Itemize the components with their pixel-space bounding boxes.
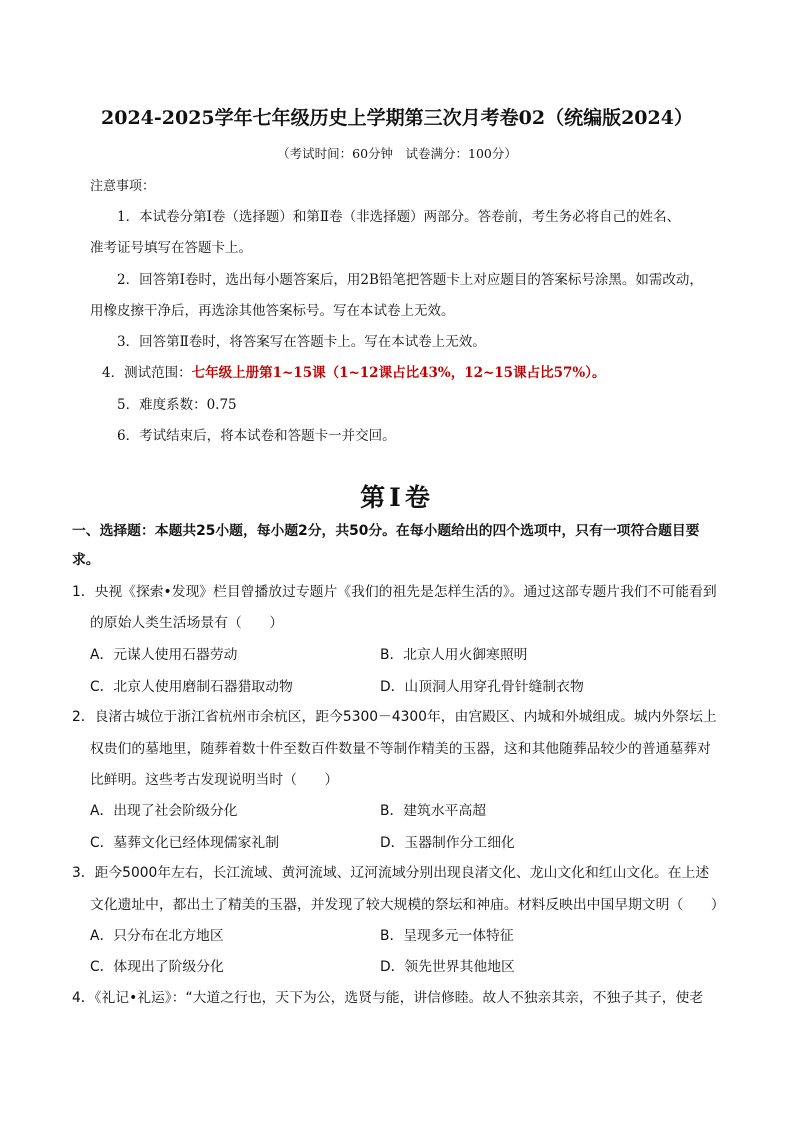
question-3-option-d: D．领先世界其他地区 [380,959,515,975]
instructions-bold: 一、选择题 [72,523,141,539]
question-2-option-a: A．出现了社会阶级分化 [90,803,238,819]
question-2-option-b: B．建筑水平高超 [380,803,487,819]
question-3-stem-line-2: 文化遗址中，都出土了精美的玉器，并发现了较大规模的祭坛和神庙。材料反映出中国早期文明（ ） [90,897,725,913]
notice-1: 1．本试卷分第Ⅰ卷（选择题）和第Ⅱ卷（非选择题）两部分。答卷前，考生务必将自己的姓名、 [117,209,681,225]
question-3-option-a: A．只分布在北方地区 [90,928,224,944]
notice-6: 6．考试结束后，将本试卷和答题卡一并交回。 [117,428,396,444]
notice-2: 2．回答第Ⅰ卷时，选出每小题答案后，用2B铅笔把答题卡上对应题目的答案标号涂黑。如需改动， [117,272,703,288]
question-2-stem-line-3: 比鲜明。这些考古发现说明当时（ ） [90,772,339,788]
notice-5: 5．难度系数：0.75 [117,397,237,413]
notice-1-cont: 准考证号填写在答题卡上。 [90,240,252,256]
question-3-stem-line-1: 3．距今5000年左右，长江流域、黄河流域、辽河流域分别出现良渚文化、龙山文化和红山文化。在上述 [72,865,710,881]
question-1-stem-line-1: 1．央视《探索•发现》栏目曾播放过专题片《我们的祖先是怎样生活的》。通过这部专题片我们不可能看到 [72,584,717,600]
page-title: 2024-2025学年七年级历史上学期第三次月考卷02（统编版2024） [101,107,693,129]
question-3-option-c: C．体现出了阶级分化 [90,959,224,975]
instructions-line-2: 求。 [72,552,100,568]
notice-4 [102,363,605,383]
scope-label: 4．测试范围： [102,365,192,381]
scope-value: 七年级上册第1~15课（1~12课占比43%，12~15课占比57%）。 [191,365,606,381]
question-2-option-d: D．玉器制作分工细化 [380,835,515,851]
question-1-option-b: B．北京人用火御寒照明 [380,647,528,663]
notice-heading: 注意事项： [90,179,156,194]
question-2-option-c: C．墓葬文化已经体现儒家礼制 [90,835,279,851]
question-1-option-c: C．北京人使用磨制石器猎取动物 [90,679,293,695]
notice-3: 3．回答第Ⅱ卷时，将答案写在答题卡上。写在本试卷上无效。 [117,334,486,350]
question-2-stem-line-2: 权贵们的墓地里，随葬着数十件至数百件数量不等制作精美的玉器，这和其他随葬品较少的普通墓葬对 [90,741,711,757]
notice-2-cont: 用橡皮擦干净后，再选涂其他答案标号。写在本试卷上无效。 [90,303,455,319]
question-1-option-a: A．元谋人使用石器劳动 [90,647,238,663]
instructions-line-1 [72,521,699,541]
exam-info: （考试时间：60分钟 试卷满分：100分） [277,146,517,161]
question-1-option-d: D．山顶洞人用穿孔骨针缝制衣物 [380,679,584,695]
question-1-stem-line-2: 的原始人类生活场景有（ ） [90,615,284,631]
question-4-stem-line-1: 4．《礼记•礼运》：“大道之行也，天下为公，选贤与能，讲信修睦。故人不独亲其亲，不独子其子，使老 [72,990,704,1006]
instructions-rest: ：本题共25小题，每小题2分，共50分。在每小题给出的四个选项中，只有一项符合题目要 [140,523,700,539]
question-2-stem-line-1: 2．良渚古城位于浙江省杭州市余杭区，距今5300－4300年，由宫殿区、内城和外城组成。城内外祭坛上 [72,709,717,725]
section-title: 第Ⅰ卷 [360,483,434,512]
question-3-option-b: B．呈现多元一体特征 [380,928,514,944]
